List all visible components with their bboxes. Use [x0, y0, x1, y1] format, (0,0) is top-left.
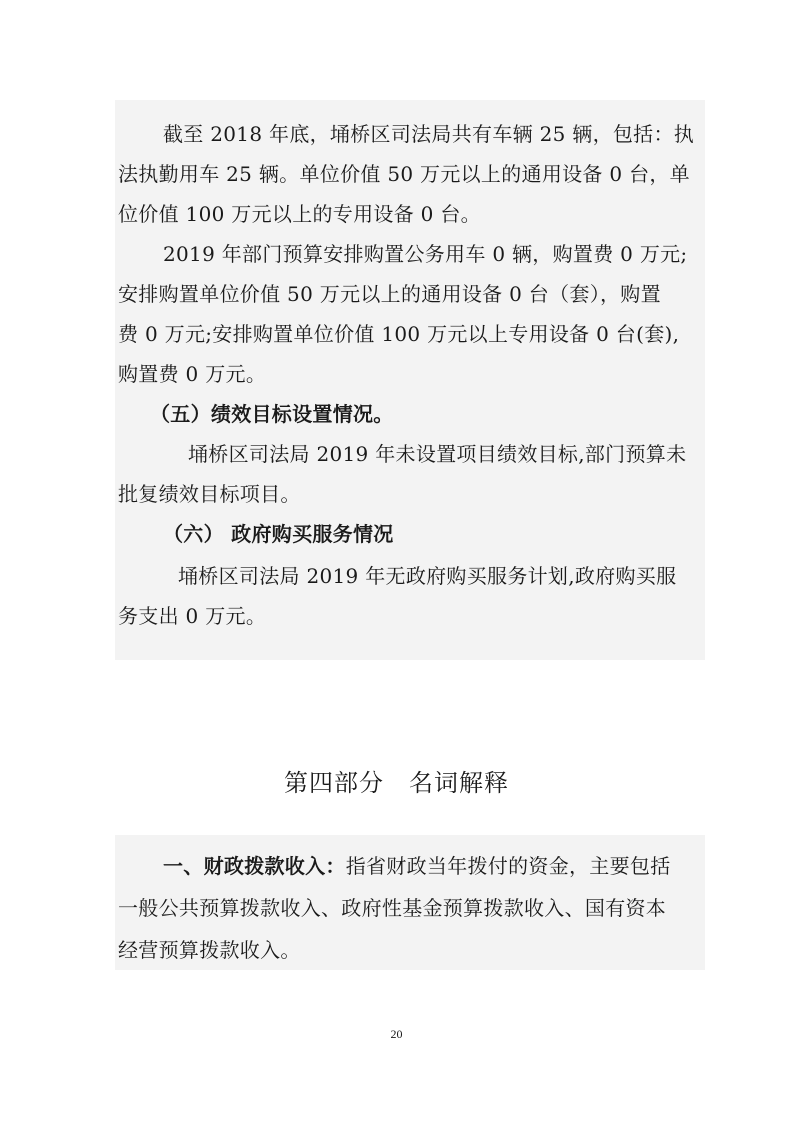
section-heading: 第四部分 名词解释	[284, 769, 509, 797]
paragraph-line: 2019 年部门预算安排购置公务用车 0 辆，购置费 0 万元;	[163, 242, 688, 266]
paragraph-line: 法执勤用车 25 辆。单位价值 50 万元以上的通用设备 0 台，单	[118, 162, 690, 186]
definition-line-3: 经营预算拨款收入。	[118, 938, 301, 962]
definition-line-2: 一般公共预算拨款收入、政府性基金预算拨款收入、国有资本	[118, 896, 667, 920]
paragraph-line: 截至 2018 年底，埇桥区司法局共有车辆 25 辆，包括：执	[163, 122, 695, 146]
paragraph-line: 购置费 0 万元。	[118, 362, 267, 386]
definition-text: 指省财政当年拨付的资金，主要包括	[345, 854, 671, 878]
paragraph-line: 安排购置单位价值 50 万元以上的通用设备 0 台（套），购置	[118, 282, 661, 306]
paragraph-line: 埇桥区司法局 2019 年未设置项目绩效目标,部门预算未	[188, 442, 687, 466]
paragraph-line: 费 0 万元;安排购置单位价值 100 万元以上专用设备 0 台(套),	[118, 322, 680, 346]
paragraph-line: 埇桥区司法局 2019 年无政府购买服务计划,政府购买服	[178, 564, 677, 588]
subsection-title-five: （五）绩效目标设置情况。	[150, 402, 394, 426]
paragraph-line: 批复绩效目标项目。	[118, 482, 301, 506]
paragraph-line: 位价值 100 万元以上的专用设备 0 台。	[118, 202, 481, 226]
definition-term: 一、财政拨款收入：	[163, 854, 346, 878]
paragraph-line: 务支出 0 万元。	[118, 604, 267, 628]
page-number: 20	[390, 1027, 403, 1041]
definition-line-1	[163, 852, 671, 880]
subsection-title-six: （六） 政府购买服务情况	[163, 522, 394, 546]
